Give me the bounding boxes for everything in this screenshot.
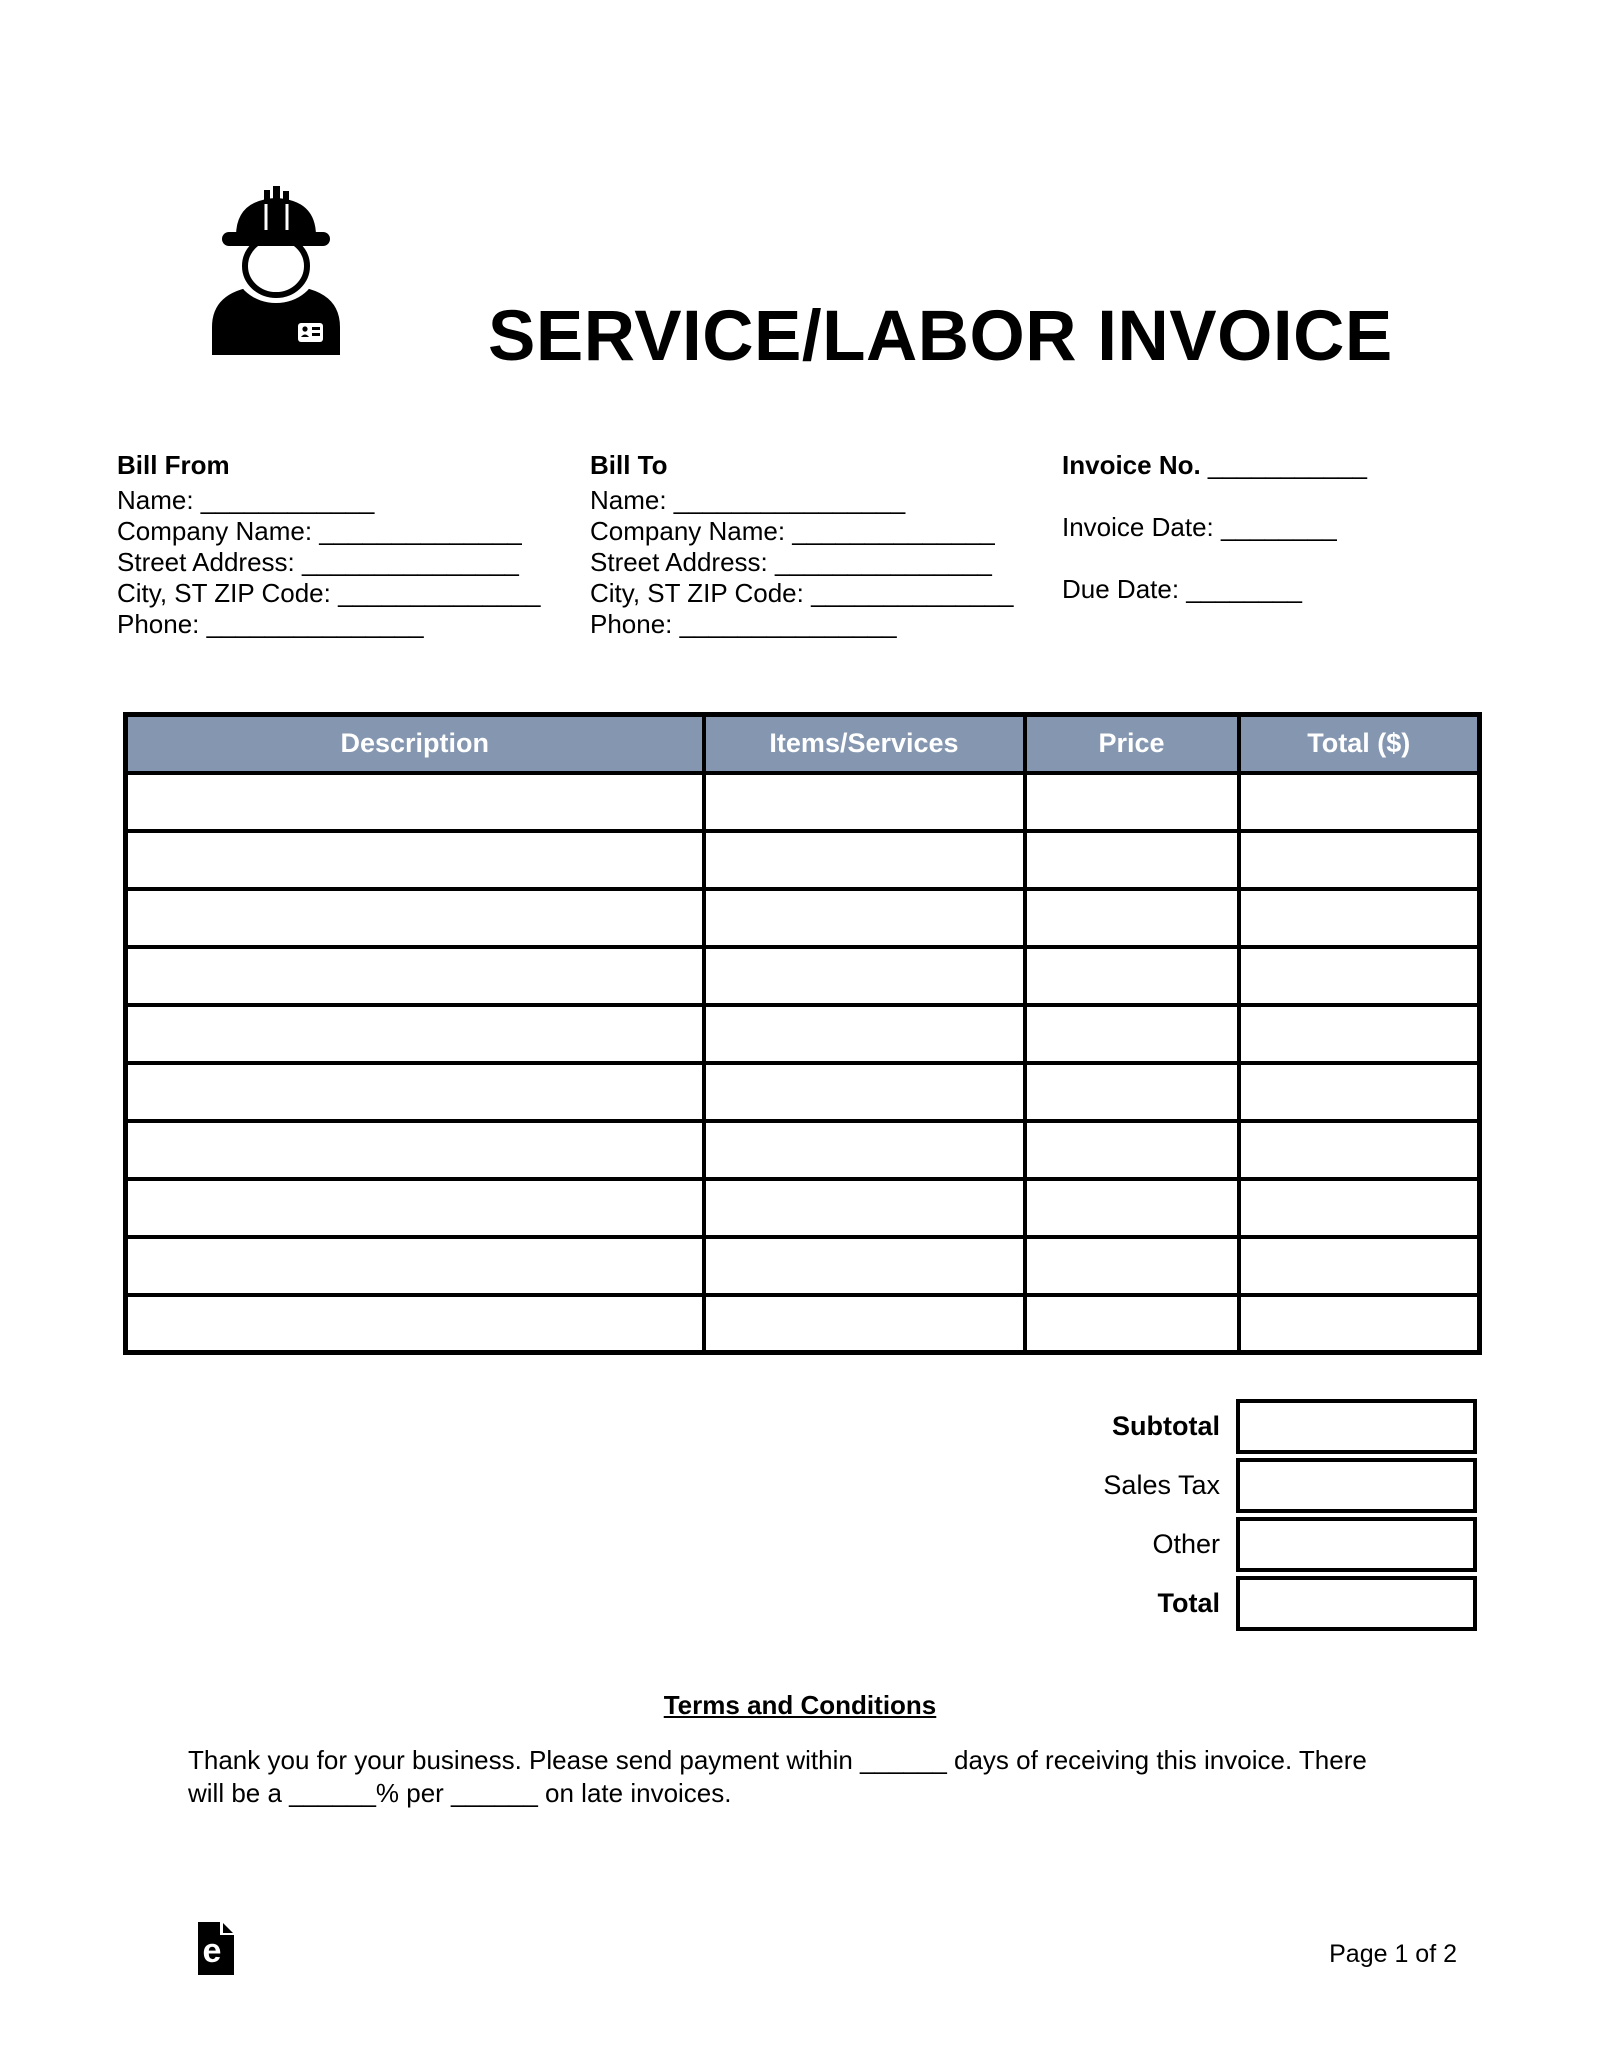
bill-from-heading: Bill From [117, 450, 230, 480]
table-row [126, 889, 1480, 947]
table-cell [704, 1121, 1025, 1179]
page-title: SERVICE/LABOR INVOICE [488, 297, 1393, 376]
table-cell [1239, 1063, 1480, 1121]
table-cell [704, 947, 1025, 1005]
sales-tax-row [123, 1458, 1477, 1513]
table-cell [704, 831, 1025, 889]
bill-to-phone-field: Phone: _______________ [590, 609, 897, 639]
subtotal-label: Subtotal [1112, 1411, 1220, 1441]
subtotal-value-box [1236, 1399, 1477, 1454]
other-label: Other [1152, 1529, 1220, 1559]
table-cell [1239, 1295, 1480, 1353]
construction-worker-icon [210, 186, 342, 360]
invoice-table-body [126, 773, 1480, 1353]
column-header-description: Description [126, 715, 704, 773]
bill-from-street-field: Street Address: _______________ [117, 547, 519, 577]
invoice-meta-section [1062, 450, 1367, 605]
bill-to-section [590, 450, 1014, 640]
table-cell [1025, 1005, 1239, 1063]
table-cell [1025, 1121, 1239, 1179]
table-row [126, 1121, 1480, 1179]
table-cell [1239, 773, 1480, 831]
table-cell [704, 1005, 1025, 1063]
table-cell [1025, 773, 1239, 831]
invoice-number-label: Invoice No. [1062, 450, 1201, 480]
eforms-document-logo-icon [198, 1922, 234, 1980]
table-cell [704, 1063, 1025, 1121]
bill-to-street-field: Street Address: _______________ [590, 547, 992, 577]
table-cell [1239, 1005, 1480, 1063]
table-cell [1025, 889, 1239, 947]
table-cell [126, 831, 704, 889]
line-items-table [123, 712, 1482, 1355]
table-cell [126, 773, 704, 831]
bill-from-phone-field: Phone: _______________ [117, 609, 424, 639]
bill-from-company-field: Company Name: ______________ [117, 516, 522, 546]
table-cell [704, 889, 1025, 947]
invoice-number-field [1062, 450, 1367, 481]
table-cell [126, 1179, 704, 1237]
table-cell [1239, 889, 1480, 947]
table-cell [126, 889, 704, 947]
bill-from-section [117, 450, 541, 640]
table-cell [126, 947, 704, 1005]
table-row [126, 1063, 1480, 1121]
terms-heading: Terms and Conditions [663, 1690, 937, 1720]
table-row [126, 1179, 1480, 1237]
table-row [126, 1005, 1480, 1063]
table-cell [1025, 1237, 1239, 1295]
table-cell [1025, 1063, 1239, 1121]
bill-from-city-field: City, ST ZIP Code: ______________ [117, 578, 541, 608]
terms-paragraph: Thank you for your business. Please send payment within ______ days of receiving this invoice. There will be a ______% per ______ on late invoices. [188, 1745, 1367, 1808]
bill-from-name-field: Name: ____________ [117, 485, 375, 515]
table-cell [1239, 831, 1480, 889]
other-row [123, 1517, 1477, 1572]
svg-text:e: e [202, 1932, 222, 1970]
table-cell [1239, 1179, 1480, 1237]
table-cell [1239, 1121, 1480, 1179]
table-cell [1239, 947, 1480, 1005]
table-cell [126, 1005, 704, 1063]
table-row [126, 773, 1480, 831]
table-cell [126, 1237, 704, 1295]
total-label: Total [1157, 1588, 1220, 1618]
other-value-box [1236, 1517, 1477, 1572]
table-cell [126, 1063, 704, 1121]
total-row [123, 1576, 1477, 1631]
due-date-field: Due Date: ________ [1062, 574, 1302, 604]
table-row [126, 947, 1480, 1005]
table-row [126, 1237, 1480, 1295]
bill-to-company-field: Company Name: ______________ [590, 516, 995, 546]
table-cell [704, 1179, 1025, 1237]
table-cell [1025, 1179, 1239, 1237]
table-cell [1025, 947, 1239, 1005]
sales-tax-label: Sales Tax [1103, 1470, 1220, 1500]
table-cell [704, 1295, 1025, 1353]
table-header-row [126, 715, 1480, 773]
table-cell [126, 1295, 704, 1353]
table-cell [704, 1237, 1025, 1295]
column-header-total: Total ($) [1239, 715, 1480, 773]
invoice-number-blank: ___________ [1200, 450, 1367, 480]
bill-to-name-field: Name: ________________ [590, 485, 906, 515]
bill-to-heading: Bill To [590, 450, 668, 480]
column-header-price: Price [1025, 715, 1239, 773]
total-value-box [1236, 1576, 1477, 1631]
table-row [126, 831, 1480, 889]
table-row [126, 1295, 1480, 1353]
totals-summary-section [123, 1399, 1477, 1631]
table-cell [126, 1121, 704, 1179]
column-header-items-services: Items/Services [704, 715, 1025, 773]
invoice-date-field: Invoice Date: ________ [1062, 512, 1337, 542]
bill-to-city-field: City, ST ZIP Code: ______________ [590, 578, 1014, 608]
table-cell [1239, 1237, 1480, 1295]
sales-tax-value-box [1236, 1458, 1477, 1513]
page-number: Page 1 of 2 [1329, 1940, 1457, 1968]
table-cell [1025, 831, 1239, 889]
subtotal-row [123, 1399, 1477, 1454]
table-cell [1025, 1295, 1239, 1353]
table-cell [704, 773, 1025, 831]
